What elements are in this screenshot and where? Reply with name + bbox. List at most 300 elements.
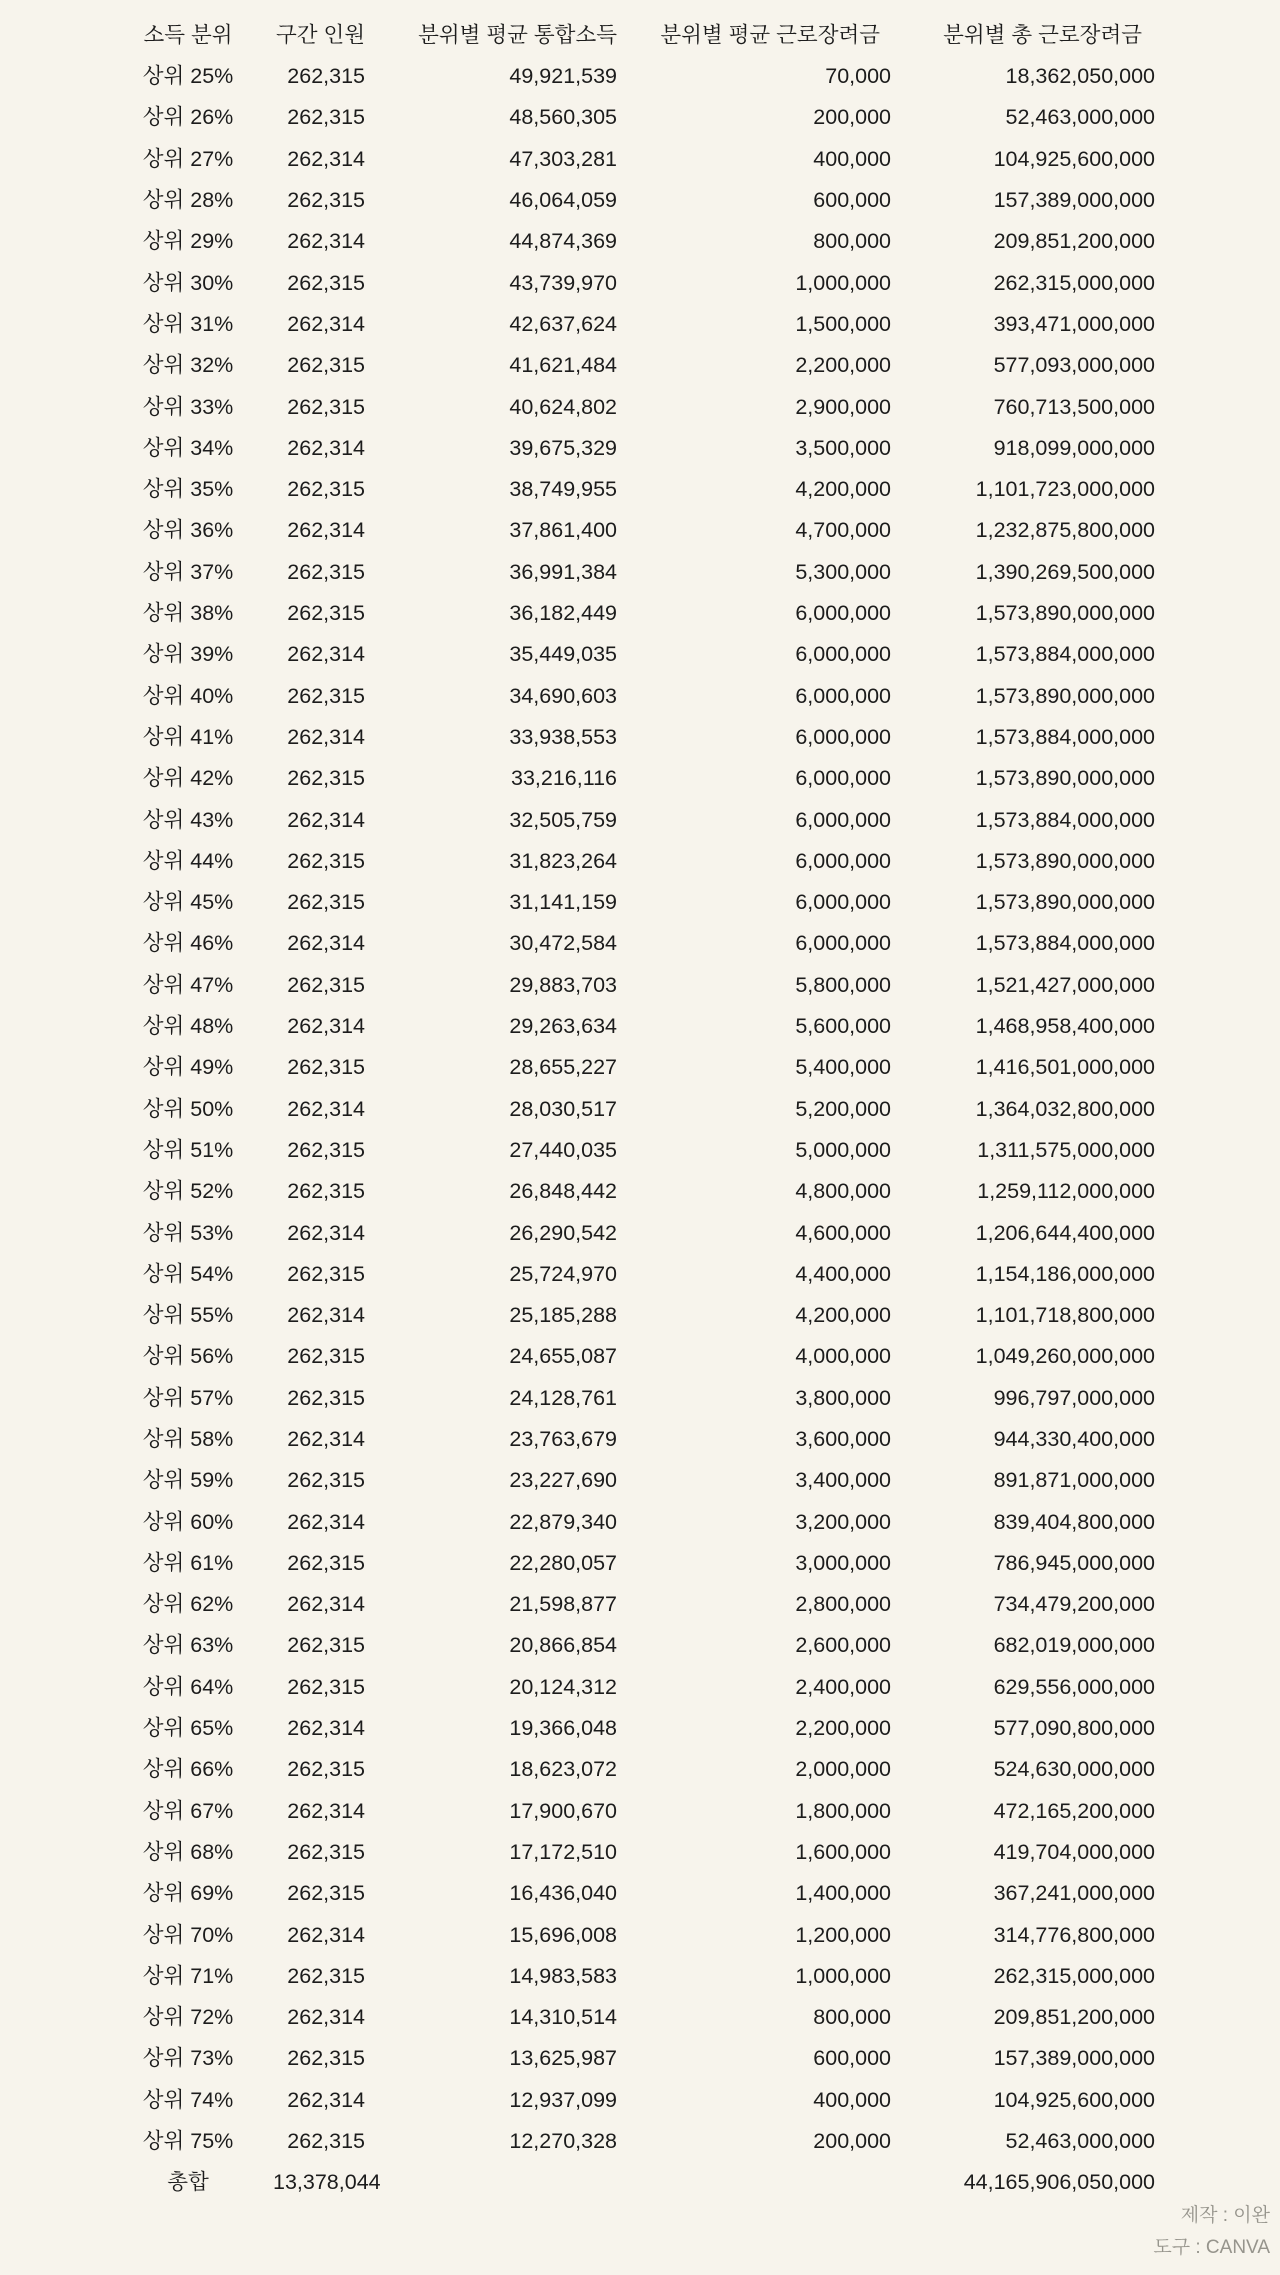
table-row [103,1915,1155,1956]
cell: 262,315 [287,1055,365,1080]
total-cell: 13,378,044 [273,2170,381,2195]
cell: 262,315 [287,1839,365,1864]
cell: 27,440,035 [509,1137,617,1162]
cell: 734,479,200,000 [993,1592,1155,1617]
credits [1153,2200,1270,2264]
cell: 상위 64% [142,1674,234,1699]
cell: 32,505,759 [509,807,617,832]
table-row [103,139,1155,180]
cell: 12,937,099 [509,2087,617,2112]
cell: 262,314 [287,229,365,254]
cell: 262,315 [287,848,365,873]
table-row [103,1130,1155,1171]
table-row [103,634,1155,675]
cell: 23,227,690 [509,1468,617,1493]
cell: 49,921,539 [509,64,617,89]
cell: 262,315 [287,64,365,89]
cell: 15,696,008 [509,1922,617,1947]
cell: 262,314 [287,1798,365,1823]
cell: 상위 66% [142,1757,234,1782]
table-row [103,56,1155,97]
cell: 48,560,305 [509,105,617,130]
cell: 46,064,059 [509,188,617,213]
cell: 262,315 [287,1137,365,1162]
cell: 18,623,072 [509,1757,617,1782]
cell: 472,165,200,000 [993,1798,1155,1823]
cell: 200,000 [813,2129,891,2154]
cell: 760,713,500,000 [993,394,1155,419]
cell: 1,573,884,000,000 [975,642,1155,667]
cell: 262,315 [287,1385,365,1410]
cell: 682,019,000,000 [993,1633,1155,1658]
cell: 367,241,000,000 [993,1881,1155,1906]
cell: 34,690,603 [509,683,617,708]
cell: 262,314 [287,2005,365,2030]
cell: 786,945,000,000 [993,1550,1155,1575]
cell: 38,749,955 [509,477,617,502]
cell: 262,314 [287,1426,365,1451]
cell: 상위 29% [142,229,234,254]
cell: 상위 63% [142,1633,234,1658]
cell: 1,521,427,000,000 [975,972,1155,997]
cell: 3,400,000 [795,1468,891,1493]
cell: 26,290,542 [509,1220,617,1245]
cell: 262,315 [287,188,365,213]
cell: 상위 61% [142,1550,234,1575]
cell: 262,315 [287,2046,365,2071]
cell: 1,206,644,400,000 [975,1220,1155,1245]
cell: 262,315 [287,1261,365,1286]
cell: 262,315 [287,890,365,915]
table-row [103,717,1155,758]
cell: 3,500,000 [795,435,891,460]
cell: 상위 72% [142,2005,234,2030]
table-row [103,758,1155,799]
cell: 4,200,000 [795,1303,891,1328]
cell: 상위 49% [142,1055,234,1080]
cell: 314,776,800,000 [993,1922,1155,1947]
cell: 2,400,000 [795,1674,891,1699]
cell: 400,000 [813,146,891,171]
cell: 4,600,000 [795,1220,891,1245]
table-row [103,1047,1155,1088]
cell: 3,800,000 [795,1385,891,1410]
cell: 52,463,000,000 [1005,2129,1155,2154]
cell: 상위 71% [142,1963,234,1988]
cell: 996,797,000,000 [993,1385,1155,1410]
cell: 상위 27% [142,146,234,171]
cell: 2,200,000 [795,353,891,378]
table-row [103,2039,1155,2080]
cell: 16,436,040 [509,1881,617,1906]
cell: 1,400,000 [795,1881,891,1906]
cell: 4,800,000 [795,1179,891,1204]
cell: 577,090,800,000 [993,1716,1155,1741]
cell: 상위 68% [142,1839,234,1864]
cell: 상위 41% [142,724,234,749]
cell: 262,315 [287,1468,365,1493]
cell: 30,472,584 [509,931,617,956]
cell: 262,314 [287,311,365,336]
cell: 262,315,000,000 [993,270,1155,295]
table-row [103,924,1155,965]
cell: 209,851,200,000 [993,2005,1155,2030]
credit-maker: 제작 : 이완 [1180,2205,1270,2226]
cell: 629,556,000,000 [993,1674,1155,1699]
table-row [103,2121,1155,2162]
cell: 36,182,449 [509,601,617,626]
cell: 262,314 [287,2087,365,2112]
table-header-row [103,15,1155,56]
cell: 1,573,884,000,000 [975,931,1155,956]
cell: 52,463,000,000 [1005,105,1155,130]
cell: 393,471,000,000 [993,311,1155,336]
cell: 상위 31% [142,311,234,336]
cell: 262,314 [287,1592,365,1617]
cell: 2,200,000 [795,1716,891,1741]
cell: 262,315 [287,105,365,130]
cell: 1,468,958,400,000 [975,1014,1155,1039]
cell: 상위 70% [142,1922,234,1947]
cell: 6,000,000 [795,766,891,791]
cell: 1,154,186,000,000 [975,1261,1155,1286]
cell: 상위 35% [142,477,234,502]
cell: 5,200,000 [795,1096,891,1121]
cell: 31,141,159 [509,890,617,915]
cell: 36,991,384 [509,559,617,584]
cell: 23,763,679 [509,1426,617,1451]
cell: 47,303,281 [509,146,617,171]
table-row [103,1460,1155,1501]
cell: 262,315 [287,1963,365,1988]
cell: 6,000,000 [795,683,891,708]
cell: 상위 43% [142,807,234,832]
table-row [103,1213,1155,1254]
header-cell: 소득 분위 [143,22,233,47]
cell: 상위 75% [142,2129,234,2154]
cell: 262,314 [287,807,365,832]
cell: 상위 25% [142,64,234,89]
cell: 상위 59% [142,1468,234,1493]
cell: 1,573,884,000,000 [975,724,1155,749]
cell: 14,310,514 [509,2005,617,2030]
cell: 20,124,312 [509,1674,617,1699]
cell: 상위 30% [142,270,234,295]
cell: 4,200,000 [795,477,891,502]
cell: 29,263,634 [509,1014,617,1039]
cell: 43,739,970 [509,270,617,295]
cell: 839,404,800,000 [993,1509,1155,1534]
cell: 1,259,112,000,000 [977,1179,1155,1204]
cell: 577,093,000,000 [993,353,1155,378]
cell: 262,314 [287,1096,365,1121]
cell: 157,389,000,000 [993,2046,1155,2071]
cell: 상위 50% [142,1096,234,1121]
table-row [103,1006,1155,1047]
table-row [103,1254,1155,1295]
cell: 25,185,288 [509,1303,617,1328]
cell: 5,600,000 [795,1014,891,1039]
cell: 5,800,000 [795,972,891,997]
cell: 1,000,000 [795,1963,891,1988]
cell: 상위 62% [142,1592,234,1617]
eitc-income-table [103,15,1155,2204]
table-row [103,1791,1155,1832]
cell: 4,400,000 [795,1261,891,1286]
cell: 1,800,000 [795,1798,891,1823]
cell: 262,314 [287,1303,365,1328]
cell: 918,099,000,000 [993,435,1155,460]
cell: 2,600,000 [795,1633,891,1658]
cell: 상위 69% [142,1881,234,1906]
table-row [103,2080,1155,2121]
cell: 1,000,000 [795,270,891,295]
table-row [103,1171,1155,1212]
cell: 13,625,987 [509,2046,617,2071]
cell: 6,000,000 [795,848,891,873]
cell: 17,900,670 [509,1798,617,1823]
cell: 262,314 [287,1922,365,1947]
cell: 26,848,442 [509,1179,617,1204]
cell: 262,315 [287,1674,365,1699]
cell: 1,364,032,800,000 [975,1096,1155,1121]
cell: 상위 45% [142,890,234,915]
table-row [103,1708,1155,1749]
cell: 262,315 [287,601,365,626]
table-row [103,1337,1155,1378]
table-row [103,593,1155,634]
cell: 800,000 [813,2005,891,2030]
cell: 4,700,000 [795,518,891,543]
cell: 262,315 [287,1633,365,1658]
table-row [103,676,1155,717]
cell: 상위 36% [142,518,234,543]
cell: 상위 74% [142,2087,234,2112]
table-row [103,1997,1155,2038]
table-row [103,1543,1155,1584]
cell: 262,315 [287,766,365,791]
cell: 상위 37% [142,559,234,584]
cell: 262,314 [287,146,365,171]
cell: 944,330,400,000 [993,1426,1155,1451]
cell: 6,000,000 [795,724,891,749]
cell: 262,315 [287,683,365,708]
table-row [103,1749,1155,1790]
cell: 상위 40% [142,683,234,708]
cell: 상위 53% [142,1220,234,1245]
cell: 상위 60% [142,1509,234,1534]
table-row [103,1873,1155,1914]
cell: 262,315 [287,477,365,502]
cell: 262,315 [287,2129,365,2154]
table-row [103,469,1155,510]
cell: 1,573,890,000,000 [975,601,1155,626]
table-row [103,1089,1155,1130]
cell: 262,314 [287,1509,365,1534]
cell: 6,000,000 [795,890,891,915]
cell: 1,232,875,800,000 [975,518,1155,543]
cell: 3,000,000 [795,1550,891,1575]
cell: 상위 67% [142,1798,234,1823]
credit-tool: 도구 : CANVA [1153,2237,1270,2258]
cell: 262,314 [287,435,365,460]
table-row [103,1956,1155,1997]
cell: 5,000,000 [795,1137,891,1162]
table-total-row [103,2162,1155,2203]
cell: 3,600,000 [795,1426,891,1451]
cell: 262,315 [287,1881,365,1906]
cell: 39,675,329 [509,435,617,460]
cell: 24,655,087 [509,1344,617,1369]
cell: 1,390,269,500,000 [975,559,1155,584]
cell: 상위 57% [142,1385,234,1410]
table-row [103,345,1155,386]
cell: 상위 48% [142,1014,234,1039]
table-row [103,221,1155,262]
cell: 1,500,000 [795,311,891,336]
cell: 70,000 [825,64,891,89]
cell: 1,200,000 [795,1922,891,1947]
cell: 상위 73% [142,2046,234,2071]
cell: 상위 65% [142,1716,234,1741]
cell: 5,300,000 [795,559,891,584]
cell: 35,449,035 [509,642,617,667]
cell: 2,900,000 [795,394,891,419]
cell: 262,315 [287,972,365,997]
cell: 상위 33% [142,394,234,419]
cell: 12,270,328 [509,2129,617,2154]
cell: 262,315 [287,559,365,584]
table-row [103,965,1155,1006]
table-row [103,180,1155,221]
cell: 19,366,048 [509,1716,617,1741]
cell: 262,314 [287,1716,365,1741]
cell: 31,823,264 [509,848,617,873]
cell: 1,416,501,000,000 [975,1055,1155,1080]
cell: 18,362,050,000 [1005,64,1155,89]
cell: 17,172,510 [509,1839,617,1864]
cell: 400,000 [813,2087,891,2112]
cell: 419,704,000,000 [993,1839,1155,1864]
table-row [103,1832,1155,1873]
cell: 262,314 [287,724,365,749]
cell: 104,925,600,000 [993,146,1155,171]
cell: 42,637,624 [509,311,617,336]
cell: 262,315,000,000 [993,1963,1155,1988]
table-row [103,98,1155,139]
table-row [103,263,1155,304]
cell: 262,315 [287,394,365,419]
header-cell: 분위별 평균 통합소득 [418,22,617,47]
cell: 22,879,340 [509,1509,617,1534]
cell: 1,101,723,000,000 [975,477,1155,502]
cell: 1,101,718,800,000 [975,1303,1155,1328]
cell: 104,925,600,000 [993,2087,1155,2112]
cell: 21,598,877 [509,1592,617,1617]
table-row [103,387,1155,428]
cell: 상위 39% [142,642,234,667]
cell: 262,314 [287,1014,365,1039]
cell: 262,314 [287,1220,365,1245]
table-row [103,1667,1155,1708]
cell: 29,883,703 [509,972,617,997]
cell: 상위 51% [142,1137,234,1162]
cell: 262,315 [287,1179,365,1204]
cell: 262,314 [287,931,365,956]
header-cell: 분위별 평균 근로장려금 [660,22,880,47]
cell: 262,314 [287,518,365,543]
cell: 262,315 [287,353,365,378]
cell: 1,049,260,000,000 [975,1344,1155,1369]
cell: 28,655,227 [509,1055,617,1080]
table-row [103,428,1155,469]
cell: 262,314 [287,642,365,667]
cell: 1,573,890,000,000 [975,766,1155,791]
cell: 262,315 [287,1550,365,1575]
cell: 3,200,000 [795,1509,891,1534]
header-cell: 구간 인원 [275,22,365,47]
table-row [103,304,1155,345]
cell: 상위 52% [142,1179,234,1204]
cell: 상위 26% [142,105,234,130]
cell: 상위 56% [142,1344,234,1369]
cell: 262,315 [287,270,365,295]
cell: 14,983,583 [509,1963,617,1988]
table-row [103,511,1155,552]
cell: 33,938,553 [509,724,617,749]
cell: 891,871,000,000 [993,1468,1155,1493]
cell: 4,000,000 [795,1344,891,1369]
cell: 33,216,116 [510,766,617,791]
table-row [103,1419,1155,1460]
table-row [103,1378,1155,1419]
cell: 600,000 [813,2046,891,2071]
table-row [103,800,1155,841]
cell: 1,573,890,000,000 [975,890,1155,915]
cell: 600,000 [813,188,891,213]
cell: 524,630,000,000 [993,1757,1155,1782]
cell: 41,621,484 [509,353,617,378]
table-row [103,1502,1155,1543]
cell: 6,000,000 [795,931,891,956]
table-row [103,1626,1155,1667]
table-row [103,1584,1155,1625]
cell: 25,724,970 [509,1261,617,1286]
cell: 200,000 [813,105,891,130]
cell: 1,573,890,000,000 [975,683,1155,708]
cell: 1,573,884,000,000 [975,807,1155,832]
cell: 5,400,000 [795,1055,891,1080]
cell: 6,000,000 [795,807,891,832]
cell: 24,128,761 [509,1385,617,1410]
cell: 1,311,575,000,000 [977,1137,1155,1162]
table-row [103,1295,1155,1336]
cell: 상위 42% [142,766,234,791]
cell: 1,600,000 [795,1839,891,1864]
cell: 2,000,000 [795,1757,891,1782]
cell: 상위 46% [142,931,234,956]
total-cell: 총합 [167,2170,209,2195]
header-cell: 분위별 총 근로장려금 [943,22,1142,47]
table-row [103,841,1155,882]
cell: 상위 38% [142,601,234,626]
total-cell: 44,165,906,050,000 [963,2170,1155,2195]
cell: 상위 47% [142,972,234,997]
table-row [103,552,1155,593]
cell: 2,800,000 [795,1592,891,1617]
cell: 157,389,000,000 [993,188,1155,213]
cell: 상위 44% [142,848,234,873]
